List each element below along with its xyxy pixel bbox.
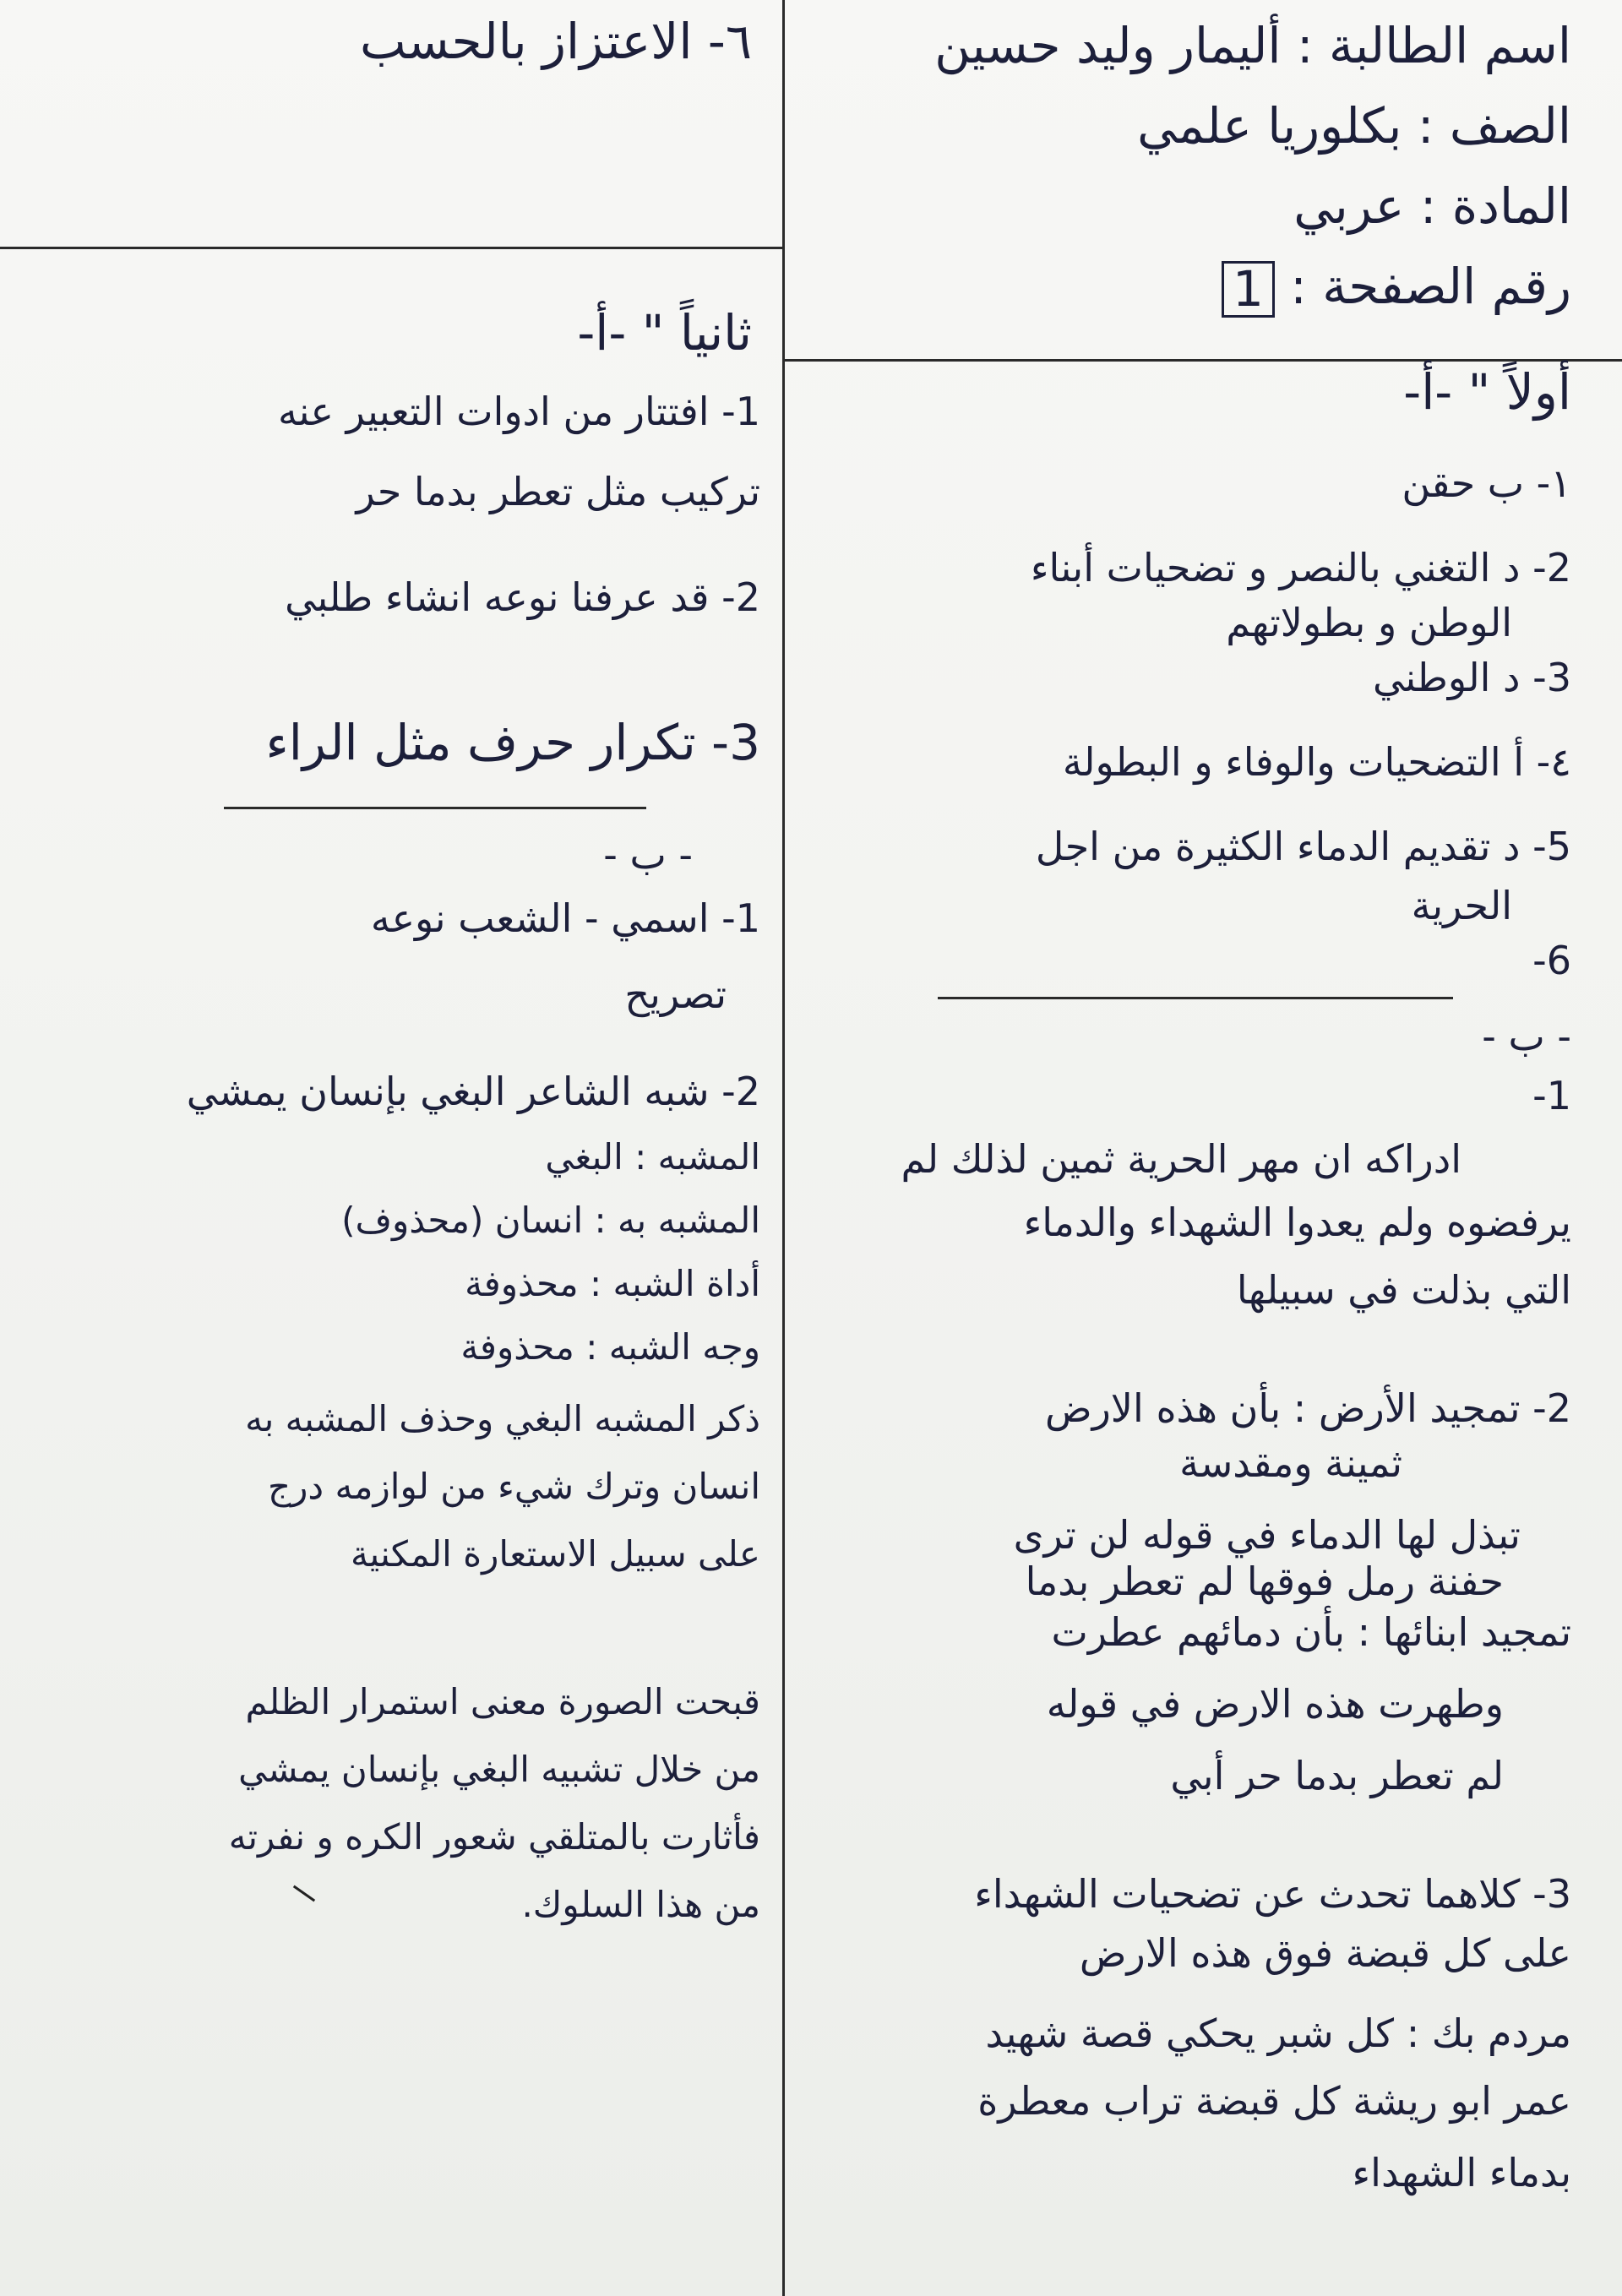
- right-item: 5- د تقديم الدماء الكثيرة من اجل: [1035, 824, 1571, 869]
- left-b-item: 1- اسمي - الشعب نوعه: [370, 895, 760, 941]
- left-item: 1- افتتار من ادوات التعبير عنه: [278, 389, 760, 434]
- right-item: الحرية: [1411, 883, 1512, 928]
- right-section-rule: [938, 997, 1453, 999]
- top-left-note: ٦- الاعتزاز بالحسب: [359, 13, 752, 70]
- student-name: اسم الطالبة : أليمار وليد حسين: [934, 17, 1571, 74]
- left-b-item: من هذا السلوك.: [521, 1884, 760, 1925]
- right-item: ١- ب حقن: [1402, 460, 1571, 506]
- left-b-item: وجه الشبه : محذوفة: [460, 1326, 760, 1368]
- left-section-rule: [224, 807, 646, 809]
- left-b-item: من خلال تشبيه البغي بإنسان يمشي: [238, 1749, 760, 1790]
- pen-stroke-mark: [293, 1885, 315, 1902]
- right-b-item: حفنة رمل فوقها لم تعطر بدما: [1025, 1559, 1504, 1604]
- left-b-item: تصريح: [624, 971, 727, 1017]
- right-b-item: 2- تمجيد الأرض : بأن هذه الارض: [1044, 1385, 1571, 1431]
- left-header-rule: [0, 247, 782, 249]
- page-number-label: رقم الصفحة :: [1290, 258, 1571, 315]
- right-b-item: عمر ابو ريشة كل قبضة تراب معطرة: [977, 2078, 1571, 2124]
- right-header-rule: [785, 359, 1622, 362]
- right-b-item: 3- كلاهما تحدث عن تضحيات الشهداء: [974, 1871, 1571, 1917]
- left-b-item: على سبيل الاستعارة المكنية: [350, 1533, 760, 1575]
- page-number-row: [1211, 258, 1571, 318]
- class-label: الصف : بكلوريا علمي: [1137, 97, 1571, 155]
- left-item: تركيب مثل تعطر بدما حر: [356, 469, 760, 514]
- right-b-item: بدماء الشهداء: [1352, 2150, 1571, 2195]
- left-item: 2- قد عرفنا نوعه انشاء طلبي: [285, 574, 760, 620]
- left-b-item: ذكر المشبه البغي وحذف المشبه به: [245, 1398, 760, 1439]
- left-b-item: المشبه به : انسان (محذوف): [341, 1200, 760, 1241]
- left-item: 3- تكرار حرف مثل الراء: [265, 714, 760, 771]
- column-divider: [782, 0, 785, 2296]
- left-b-item: 2- شبه الشاعر البغي بإنسان يمشي: [186, 1069, 760, 1114]
- page-number-box: 1: [1222, 261, 1275, 318]
- subject-label: المادة : عربي: [1293, 177, 1571, 235]
- right-b-item: ادراكه ان مهر الحرية ثمين لذلك لم: [901, 1136, 1461, 1182]
- right-b-item: على كل قبضة فوق هذه الارض: [1079, 1930, 1571, 1976]
- right-b-title: - ب -: [1482, 1014, 1571, 1059]
- right-item: 3- د الوطني: [1372, 655, 1571, 700]
- right-b-item: وطهرت هذه الارض في قوله: [1046, 1681, 1504, 1727]
- right-b-item: مردم بك : كل شبر يحكي قصة شهيد: [985, 2010, 1571, 2056]
- right-item: ٤- أ التضحيات والوفاء و البطولة: [1062, 739, 1571, 785]
- right-b-item: ثمينة ومقدسة: [1179, 1440, 1402, 1486]
- left-b-title: - ب -: [603, 832, 693, 878]
- right-b-item: التي بذلت في سبيلها: [1236, 1267, 1571, 1313]
- left-b-item: قبحت الصورة معنى استمرار الظلم: [245, 1681, 760, 1722]
- right-b-item: تبذل لها الدماء في قوله لن ترى: [1013, 1512, 1521, 1558]
- left-b-item: المشبه : البغي: [545, 1136, 760, 1178]
- right-item: الوطن و بطولاتهم: [1226, 600, 1512, 645]
- right-b-item: يرفضوه ولم يعدوا الشهداء والدماء: [1023, 1200, 1571, 1245]
- right-b-item: تمجيد ابنائها : بأن دمائهم عطرت: [1051, 1609, 1571, 1655]
- right-b-item: لم تعطر بدما حر أبي: [1170, 1753, 1504, 1798]
- right-section-title: أولاً " -أ-: [1403, 363, 1571, 421]
- right-item: 2- د التغني بالنصر و تضحيات أبناء: [1030, 545, 1571, 590]
- left-b-item: انسان وترك شيء من لوازمه درج: [268, 1466, 760, 1507]
- left-section-title: ثانياً " -أ-: [577, 304, 752, 362]
- left-b-item: فأثارت بالمتلقي شعور الكره و نفرته: [228, 1816, 760, 1858]
- right-item: 6-: [1532, 938, 1571, 983]
- right-b-item: 1-: [1532, 1073, 1571, 1118]
- left-b-item: أداة الشبه : محذوفة: [465, 1263, 760, 1304]
